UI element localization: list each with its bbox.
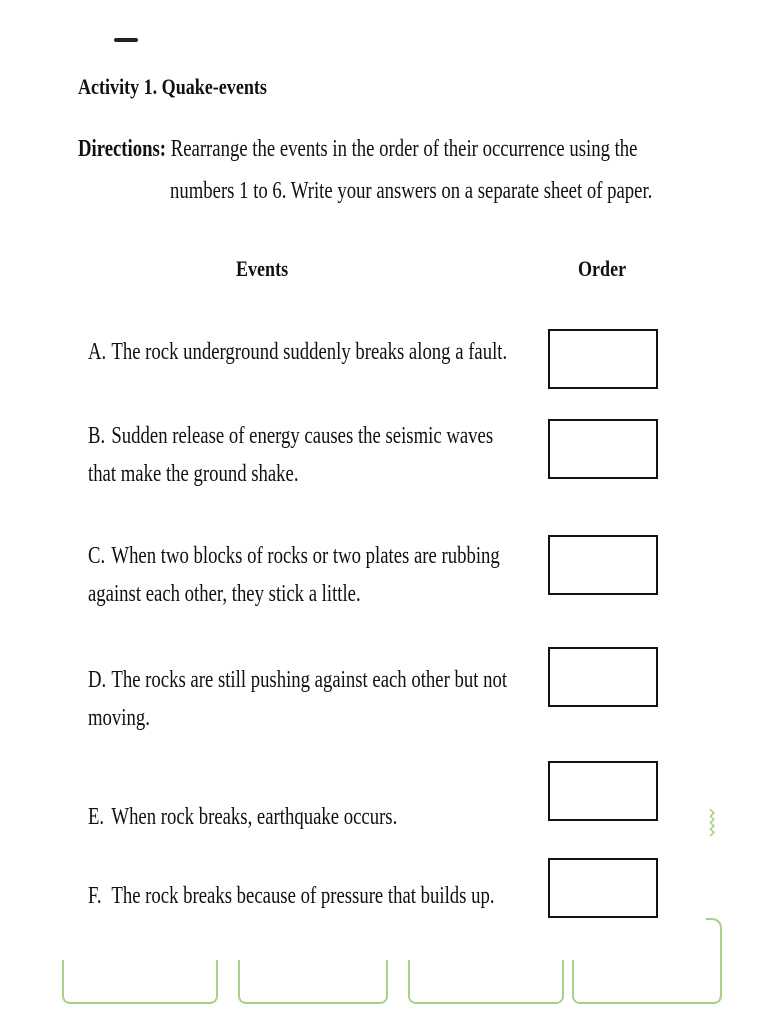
order-answer-box-c[interactable] (548, 535, 658, 595)
decorative-tab-3 (408, 960, 564, 1004)
event-item-c (88, 537, 517, 613)
event-letter: E. (88, 804, 105, 830)
event-text: When two blocks of rocks or two plates are rubbing against each other, they stick a little. (88, 543, 500, 607)
decorative-tab-4 (572, 960, 722, 1004)
event-item-a (88, 333, 517, 371)
order-answer-box-e[interactable] (548, 761, 658, 821)
chevron-right-icon: ⧘ (708, 800, 717, 846)
event-letter: F. (88, 883, 102, 909)
activity-title: Activity 1. Quake-events (78, 74, 267, 99)
decorative-mark (114, 38, 138, 42)
event-letter: B. (88, 423, 106, 449)
event-text: Sudden release of energy causes the seismic waves that make the ground shake. (88, 423, 494, 487)
event-letter: C. (88, 543, 106, 569)
event-text: When rock breaks, earthquake occurs. (111, 804, 398, 830)
order-answer-box-d[interactable] (548, 647, 658, 707)
event-item-e (88, 798, 517, 836)
directions-line-1 (78, 136, 637, 163)
event-letter: A. (88, 339, 107, 365)
directions-label: Directions: (78, 136, 167, 162)
event-text: The rock underground suddenly breaks along a fault. (111, 339, 508, 365)
order-column-header: Order (578, 256, 627, 281)
order-answer-box-b[interactable] (548, 419, 658, 479)
event-item-d (88, 661, 517, 737)
decorative-tab-1 (62, 960, 218, 1004)
order-answer-box-a[interactable] (548, 329, 658, 389)
event-text: The rocks are still pushing against each other but not moving. (88, 667, 508, 731)
event-letter: D. (88, 667, 107, 693)
order-answer-box-f[interactable] (548, 858, 658, 918)
directions-line-2: numbers 1 to 6. Write your answers on a separate sheet of paper. (170, 178, 653, 204)
decorative-tab-2 (238, 960, 388, 1004)
event-text: The rock breaks because of pressure that builds up. (111, 883, 495, 909)
events-column-header: Events (236, 256, 289, 281)
directions-text-1: Rearrange the events in the order of their occurrence using the (170, 136, 638, 162)
event-item-b (88, 417, 517, 493)
event-item-f (88, 877, 517, 915)
